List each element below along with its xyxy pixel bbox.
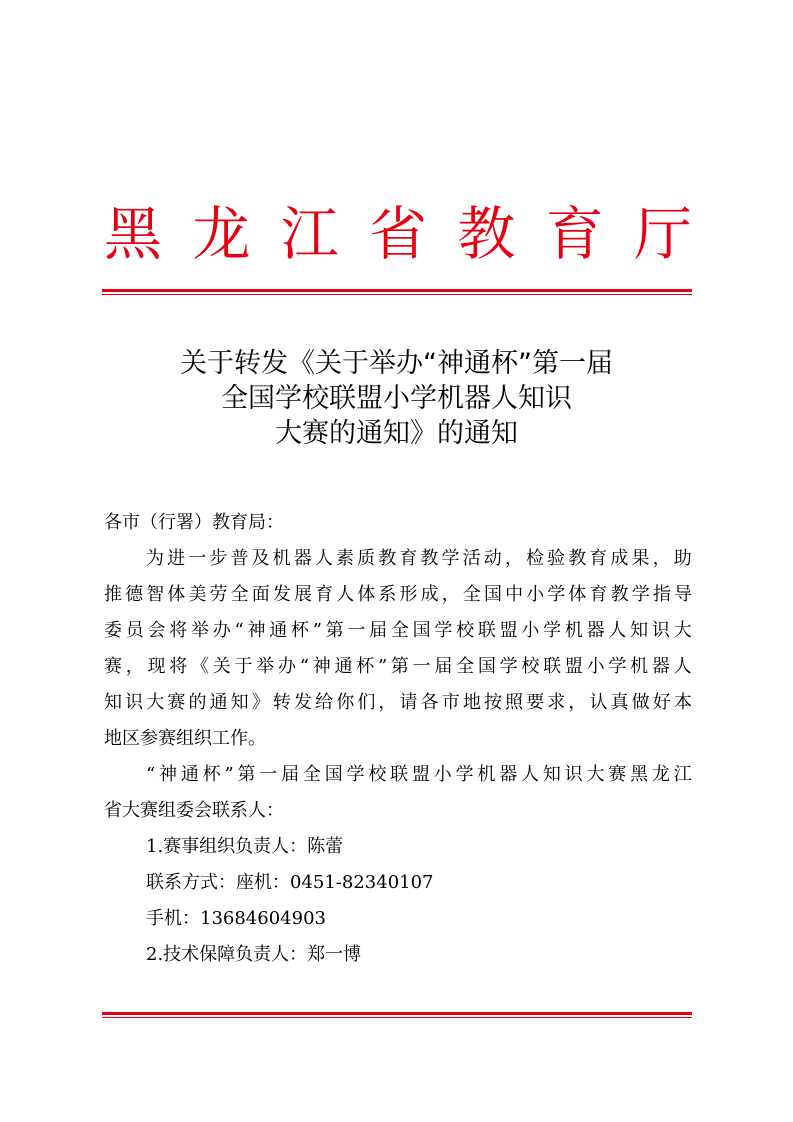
- letterhead-divider: [102, 289, 692, 295]
- contact-1-mobile: 手机：13684604903: [146, 908, 326, 929]
- paragraph-line: 推 德 智 体 美 劳 全 面 发 展 育 人 体 系 形 成 ， 全 国 中 小 学 体 育 教 学 指 导: [104, 584, 692, 605]
- title-line: 大赛的通知》的通知: [275, 418, 518, 449]
- letterhead-char: 育: [545, 200, 604, 268]
- paragraph-line: 地区参赛组织工作。: [104, 728, 266, 749]
- document-title: [60, 346, 733, 451]
- paragraph-line: 知 识 大 赛 的 通 知 》 转 发 给 你 们 ， 请 各 市 地 按 照 要 求 ， 认 真 做 好 本: [104, 692, 692, 713]
- salutation: 各市（行署）教育局：: [104, 512, 284, 533]
- paragraph-2: [104, 757, 692, 829]
- letterhead-char: 省: [368, 200, 427, 268]
- document-body: [104, 505, 692, 973]
- contact-1-phone: 联系方式：座机：0451-82340107: [146, 872, 434, 893]
- letterhead-char: 厅: [633, 200, 692, 268]
- title-line: 全国学校联盟小学机器人知识: [221, 383, 572, 414]
- paragraph-line: “ 神 通 杯 ” 第 一 届 全 国 学 校 联 盟 小 学 机 器 人 知 识 大 赛 黑 龙 江: [146, 764, 692, 785]
- letterhead-title: [104, 195, 692, 273]
- letterhead-char: 黑: [104, 200, 163, 268]
- paragraph-line: 委 员 会 将 举 办 “ 神 通 杯 ” 第 一 届 全 国 学 校 联 盟 小 学 机 器 人 知 识 大: [104, 620, 692, 641]
- paragraph-line: 赛 ， 现 将 《 关 于 举 办 “ 神 通 杯 ” 第 一 届 全 国 学 校 联 盟 小 学 机 器 人: [104, 656, 692, 677]
- footer-divider: [102, 1012, 692, 1018]
- title-line: 关于转发《关于举办“神通杯”第一届: [180, 348, 613, 379]
- paragraph-line: 省大赛组委会联系人：: [104, 800, 284, 821]
- contact-2-title: 2.技术保障负责人：郑一博: [146, 944, 362, 965]
- paragraph-1: [104, 541, 692, 757]
- letterhead-char: 教: [457, 200, 516, 268]
- letterhead-char: 江: [280, 200, 339, 268]
- contact-1-title: 1.赛事组织负责人：陈蕾: [146, 836, 344, 857]
- letterhead-char: 龙: [192, 200, 251, 268]
- paragraph-line: 为 进 一 步 普 及 机 器 人 素 质 教 育 教 学 活 动 ， 检 验 教 育 成 果 ， 助: [146, 548, 692, 569]
